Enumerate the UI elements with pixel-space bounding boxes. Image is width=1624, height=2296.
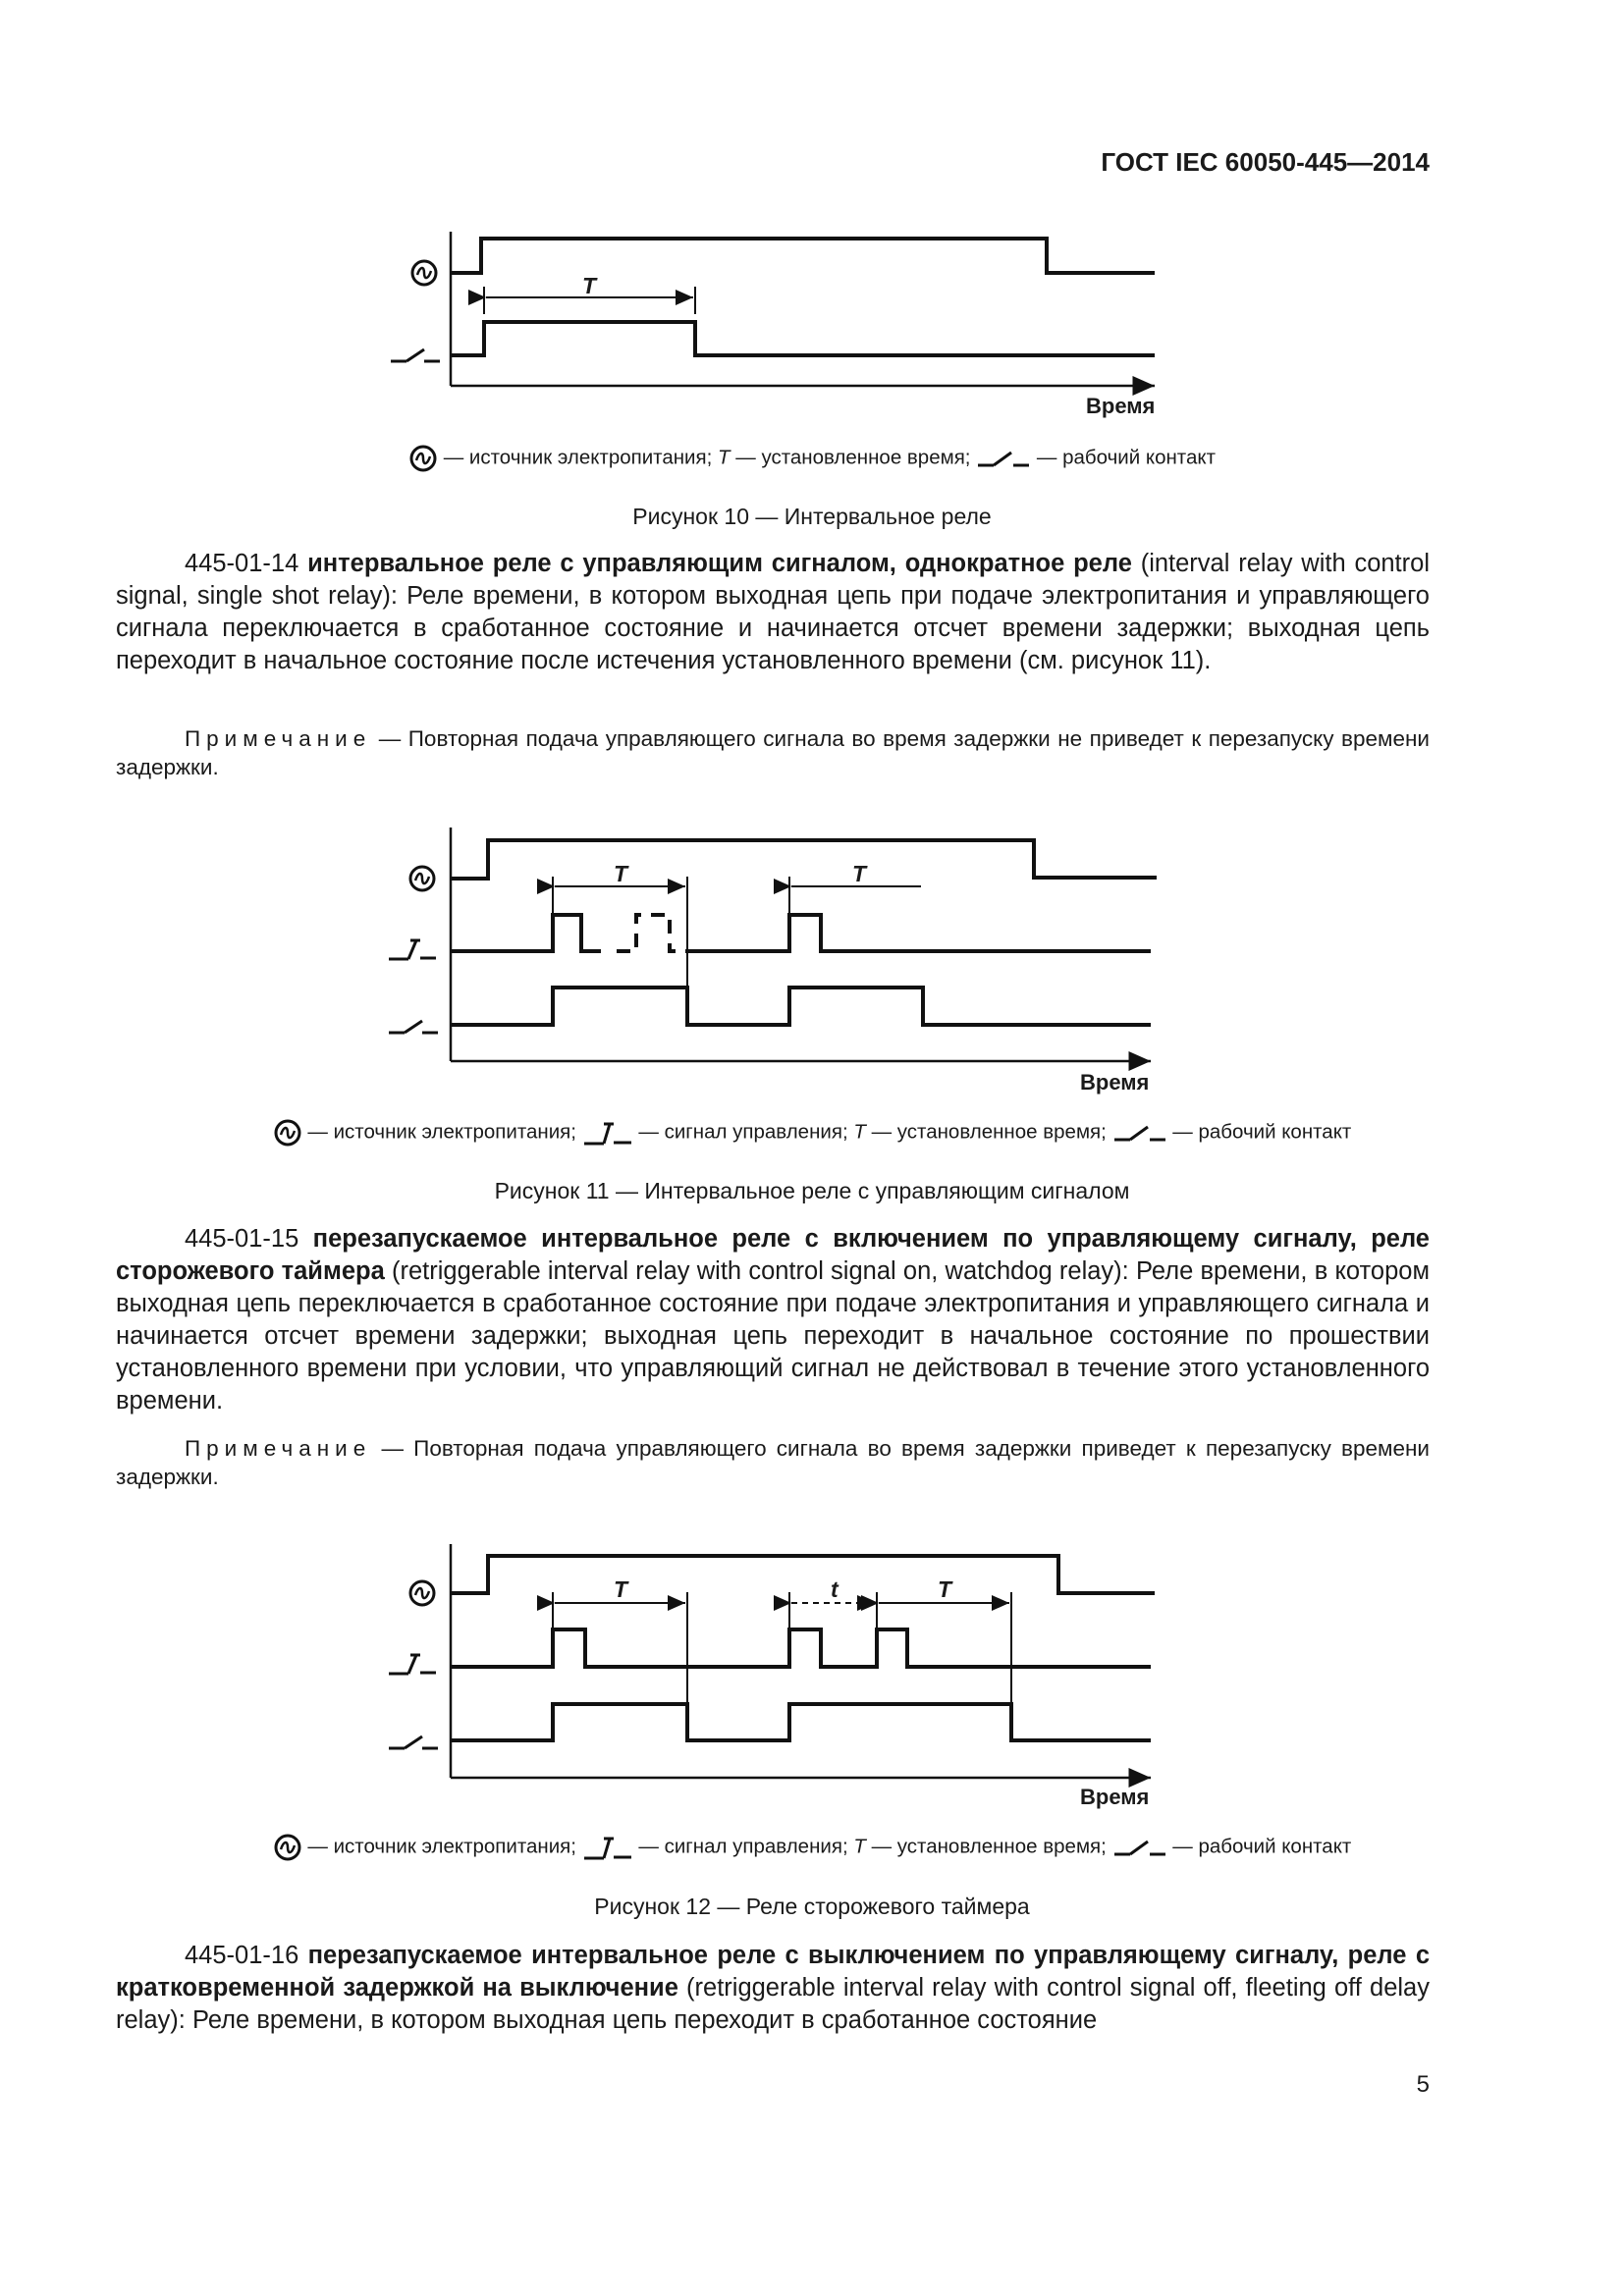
figure-12-caption: Рисунок 12 — Реле сторожевого таймера bbox=[594, 1894, 1030, 1919]
control-waveform-a bbox=[451, 915, 601, 951]
legend-t-symbol: T bbox=[853, 1120, 866, 1144]
contact-waveform bbox=[451, 988, 1151, 1025]
figure-10-diagram bbox=[0, 0, 1624, 432]
control-symbol-icon bbox=[389, 940, 436, 959]
power-symbol-icon bbox=[412, 261, 436, 285]
term-english: (retriggerable interval relay with control signal on, watchdog relay): bbox=[392, 1257, 1129, 1285]
term-definition: Реле времени, в котором выходная цепь переходит в сработанное состояние bbox=[191, 2006, 1098, 2034]
note-445-01-15 bbox=[116, 1434, 1430, 1491]
term-definition: Реле времени, в котором выходная цепь переключается в сработанное состояние при подаче электропитания и управляющего сигнала и начинается отсчет времени задержки; выходная цепь переходит в начальное состояние по прошествии установленного времени при условии, что управляющий сигнал не действовал в течение этого установленного времени. bbox=[116, 1257, 1431, 1415]
figure-12-diagram bbox=[0, 1531, 1624, 1806]
control-symbol-icon bbox=[389, 1655, 436, 1674]
figure-11-diagram bbox=[0, 815, 1624, 1109]
term-number: 445-01-15 bbox=[185, 1225, 299, 1253]
term-title: перезапускаемое интервальное реле с выключением по управляющему сигналу, реле с кратковременной задержкой на выключение bbox=[116, 1942, 1430, 2002]
control-waveform-dashed-pulse bbox=[617, 915, 687, 951]
document-header: ГОСТ IEC 60050-445—2014 bbox=[1101, 147, 1430, 177]
control-symbol-icon bbox=[582, 1118, 633, 1148]
legend-t-symbol: T bbox=[718, 446, 731, 469]
note-text: — Повторная подача управляющего сигнала во время задержки не приведет к перезапуску времени задержки. bbox=[116, 726, 1430, 779]
term-number: 445-01-14 bbox=[185, 550, 299, 577]
power-symbol-icon bbox=[408, 444, 438, 473]
term-title: интервальное реле с управляющим сигналом, однократное реле bbox=[307, 550, 1132, 577]
power-symbol-icon bbox=[273, 1118, 302, 1148]
term-title: перезапускаемое интервальное реле с включением по управляющему сигналу, реле сторожевого таймера bbox=[116, 1225, 1430, 1285]
legend-power-text: — источник электропитания; bbox=[443, 446, 713, 469]
legend-time-text: — установленное время; bbox=[871, 1835, 1107, 1858]
term-445-01-15 bbox=[116, 1223, 1430, 1417]
figure-11-axis-label: Время bbox=[1080, 1070, 1150, 1095]
power-waveform bbox=[451, 239, 1155, 273]
term-445-01-14 bbox=[116, 548, 1430, 677]
legend-power-text: — источник электропитания; bbox=[307, 1835, 576, 1858]
figure-12-t-label-2: T bbox=[938, 1576, 952, 1602]
figure-12-t-small-label: t bbox=[831, 1576, 839, 1602]
contact-symbol-icon bbox=[1112, 1836, 1167, 1859]
legend-time-text: — установленное время; bbox=[735, 446, 971, 469]
figure-10-axis-label: Время bbox=[1086, 394, 1156, 418]
control-waveform bbox=[451, 1629, 1151, 1667]
page-number: 5 bbox=[1416, 2071, 1430, 2098]
legend-time-text: — установленное время; bbox=[871, 1120, 1107, 1144]
legend-power-text: — источник электропитания; bbox=[307, 1120, 576, 1144]
figure-12-axis-label: Время bbox=[1080, 1785, 1150, 1809]
figure-11-legend bbox=[0, 1118, 1624, 1148]
power-waveform bbox=[451, 1556, 1155, 1593]
figure-10-t-label: T bbox=[582, 273, 597, 298]
legend-contact-text: — рабочий контакт bbox=[1172, 1120, 1352, 1144]
note-label: Примечание bbox=[185, 726, 372, 751]
legend-contact-text: — рабочий контакт bbox=[1036, 446, 1216, 469]
legend-control-text: — сигнал управления; bbox=[638, 1120, 848, 1144]
term-number: 445-01-16 bbox=[185, 1942, 299, 1969]
power-symbol-icon bbox=[410, 867, 434, 890]
figure-11-t-label-2: T bbox=[852, 861, 867, 886]
note-445-01-14 bbox=[116, 724, 1430, 781]
contact-symbol-icon bbox=[976, 447, 1031, 470]
contact-waveform bbox=[451, 1704, 1151, 1740]
term-definition: Реле времени, в котором выходная цепь при подаче электропитания и управляющего сигнала переключается в сработанное состояние и начинается отсчет времени задержки; выходная цепь переходит в начальное состояние после истечения установленного времени (см. рисунок 11). bbox=[116, 582, 1430, 674]
contact-symbol-icon bbox=[391, 349, 440, 361]
contact-symbol-icon bbox=[389, 1021, 438, 1033]
figure-12-legend bbox=[0, 1833, 1624, 1862]
term-445-01-16 bbox=[116, 1940, 1430, 2037]
term-english: (retriggerable interval relay with control signal off, fleeting off delay relay): bbox=[116, 1974, 1430, 2034]
figure-12-t-label-1: T bbox=[614, 1576, 628, 1602]
legend-control-text: — сигнал управления; bbox=[638, 1835, 848, 1858]
figure-10-caption: Рисунок 10 — Интервальное реле bbox=[632, 504, 992, 529]
figure-11-caption: Рисунок 11 — Интервальное реле с управляющим сигналом bbox=[494, 1178, 1130, 1203]
legend-contact-text: — рабочий контакт bbox=[1172, 1835, 1352, 1858]
note-label: Примечание bbox=[185, 1436, 372, 1461]
contact-symbol-icon bbox=[1112, 1121, 1167, 1145]
power-symbol-icon bbox=[273, 1833, 302, 1862]
control-waveform-b bbox=[687, 915, 1151, 951]
figure-11-t-label-1: T bbox=[614, 861, 628, 886]
control-symbol-icon bbox=[582, 1833, 633, 1862]
figure-10-legend bbox=[0, 444, 1624, 473]
legend-t-symbol: T bbox=[853, 1835, 866, 1858]
term-english: (interval relay with control signal, single shot relay): bbox=[116, 550, 1430, 610]
power-waveform bbox=[451, 840, 1157, 879]
power-symbol-icon bbox=[410, 1581, 434, 1605]
contact-waveform bbox=[451, 322, 1155, 355]
note-text: — Повторная подача управляющего сигнала во время задержки приведет к перезапуску времени задержки. bbox=[116, 1436, 1430, 1489]
contact-symbol-icon bbox=[389, 1736, 438, 1748]
